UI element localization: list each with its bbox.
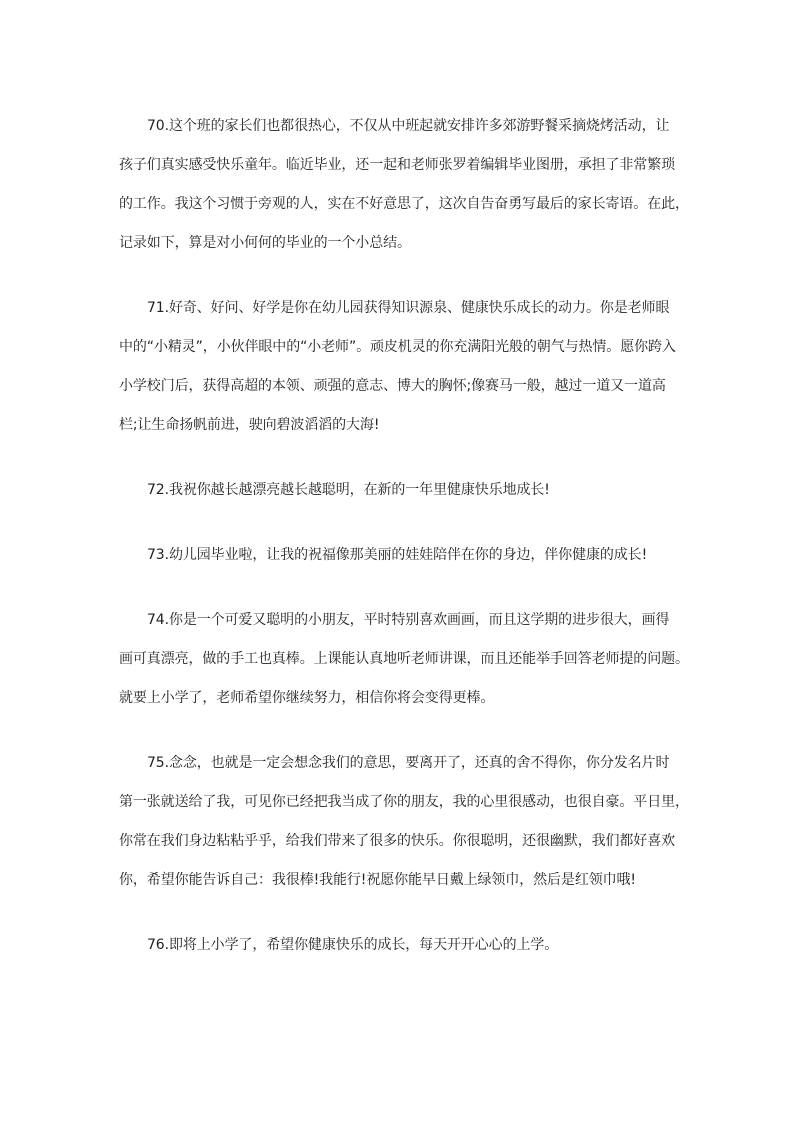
paragraph-line: 75.念念，也就是一定会想念我们的意思，要离开了，还真的舍不得你，你分发名片时: [147, 755, 670, 771]
paragraph-line: 74.你是一个可爱又聪明的小朋友，平时特别喜欢画画，而且这学期的进步很大，画得: [147, 612, 670, 628]
paragraph-71: [119, 289, 679, 445]
paragraph-line: 76.即将上小学了，希望你健康快乐的成长，每天开开心心的上学。: [147, 937, 559, 953]
paragraph-line: 你常在我们身边粘粘乎乎，给我们带来了很多的快乐。你很聪明，还很幽默，我们都好喜欢: [119, 833, 675, 849]
paragraph-line: 71.好奇、好问、好学是你在幼儿园获得知识源泉、健康快乐成长的动力。你是老师眼: [147, 300, 670, 316]
paragraph-line: 小学校门后，获得高超的本领、顽强的意志、博大的胸怀;像赛马一般，越过一道又一道高: [119, 378, 666, 394]
paragraph-line: 第一张就送给了我，可见你已经把我当成了你的朋友，我的心里很感动，也很自豪。平日里，: [119, 794, 689, 810]
paragraph-line: 孩子们真实感受快乐童年。临近毕业，还一起和老师张罗着编辑毕业图册，承担了非常繁琐: [119, 157, 675, 173]
paragraph-line: 中的“小精灵”，小伙伴眼中的“小老师”。顽皮机灵的你充满阳光般的朝气与热情。愿你跨入: [119, 339, 676, 355]
paragraph-line: 就要上小学了，老师希望你继续努力，相信你将会变得更棒。: [119, 690, 495, 706]
paragraph-line: 你，希望你能告诉自己：我很棒!我能行!祝愿你能早日戴上绿领巾，然后是红领巾哦!: [119, 872, 636, 888]
paragraph-line: 70.这个班的家长们也都很热心，不仅从中班起就安排许多郊游野餐采摘烧烤活动，让: [147, 118, 670, 134]
paragraph-74: [119, 601, 689, 718]
paragraph-72: [119, 471, 679, 510]
document-page: [119, 107, 689, 991]
paragraph-line: 的工作。我这个习惯于旁观的人，实在不好意思了，这次自告奋勇写最后的家长寄语。在此，: [119, 196, 689, 212]
paragraph-76: [119, 926, 679, 965]
paragraph-line: 72.我祝你越长越漂亮越长越聪明，在新的一年里健康快乐地成长!: [147, 482, 550, 498]
paragraph-line: 画可真漂亮，做的手工也真棒。上课能认真地听老师讲课，而且还能举手回答老师提的问题。: [119, 651, 689, 667]
paragraph-line: 记录如下，算是对小何何的毕业的一个小总结。: [119, 235, 411, 251]
paragraph-73: [119, 536, 679, 575]
paragraph-75: [119, 744, 689, 900]
paragraph-line: 73.幼儿园毕业啦，让我的祝福像那美丽的娃娃陪伴在你的身边，伴你健康的成长!: [147, 547, 648, 563]
paragraph-70: [119, 107, 689, 263]
paragraph-line: 栏;让生命扬帆前进，驶向碧波滔滔的大海!: [119, 417, 380, 433]
